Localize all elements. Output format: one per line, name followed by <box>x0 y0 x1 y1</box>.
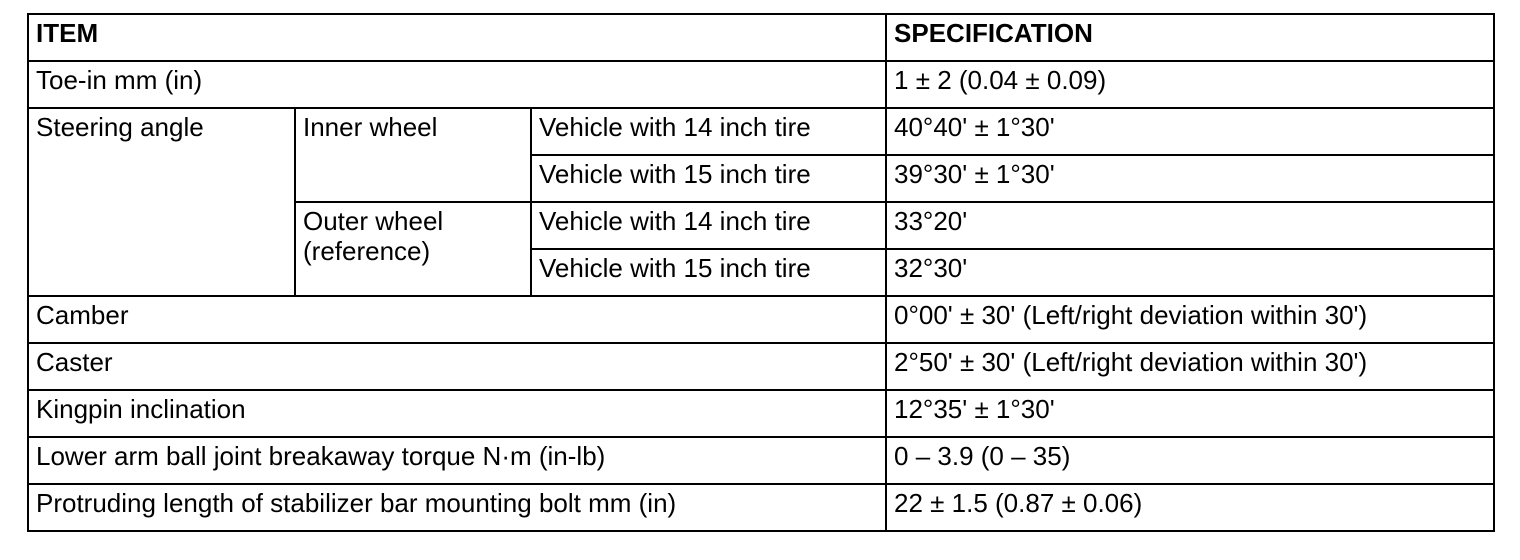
spec-cell: 0 – 3.9 (0 – 35) <box>886 437 1494 484</box>
table-row <box>28 296 1494 343</box>
item-cell: Protruding length of stabilizer bar mounting bolt mm (in) <box>28 484 886 531</box>
table-row <box>28 61 1494 108</box>
spec-cell: 33°20' <box>886 202 1494 249</box>
header-item: ITEM <box>28 14 886 61</box>
specification-table <box>27 13 1495 532</box>
steering-angle-label: Steering angle <box>28 108 295 296</box>
spec-cell: 32°30' <box>886 249 1494 296</box>
header-row <box>28 14 1494 61</box>
tire-condition-cell: Vehicle with 15 inch tire <box>531 155 886 202</box>
spec-cell: 1 ± 2 (0.04 ± 0.09) <box>886 61 1494 108</box>
tire-condition-cell: Vehicle with 14 inch tire <box>531 202 886 249</box>
spec-cell: 2°50' ± 30' (Left/right deviation within 30') <box>886 343 1494 390</box>
spec-cell: 0°00' ± 30' (Left/right deviation within 30') <box>886 296 1494 343</box>
tire-condition-cell: Vehicle with 15 inch tire <box>531 249 886 296</box>
spec-cell: 39°30' ± 1°30' <box>886 155 1494 202</box>
item-cell: Caster <box>28 343 886 390</box>
outer-wheel-label-line1: Outer wheel <box>303 206 444 236</box>
spec-cell: 40°40' ± 1°30' <box>886 108 1494 155</box>
inner-wheel-label: Inner wheel <box>295 108 531 202</box>
table-row <box>28 437 1494 484</box>
item-cell: Toe-in mm (in) <box>28 61 886 108</box>
spec-cell: 22 ± 1.5 (0.87 ± 0.06) <box>886 484 1494 531</box>
item-cell: Kingpin inclination <box>28 390 886 437</box>
item-cell: Lower arm ball joint breakaway torque N·m (in-lb) <box>28 437 886 484</box>
header-specification: SPECIFICATION <box>886 14 1494 61</box>
tire-condition-cell: Vehicle with 14 inch tire <box>531 108 886 155</box>
table-row <box>28 390 1494 437</box>
table-row <box>28 484 1494 531</box>
outer-wheel-label <box>295 202 531 296</box>
outer-wheel-label-line2: (reference) <box>303 236 431 266</box>
table-row <box>28 108 1494 155</box>
table-row <box>28 343 1494 390</box>
item-cell: Camber <box>28 296 886 343</box>
spec-cell: 12°35' ± 1°30' <box>886 390 1494 437</box>
